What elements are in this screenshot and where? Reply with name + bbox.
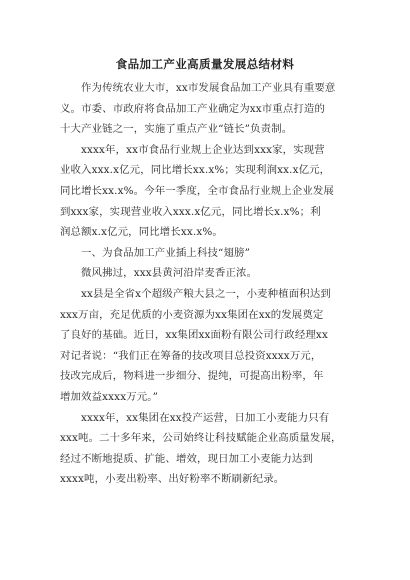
body-line: 到xxx家，实现营业收入xxx.x亿元，同比增长x.x%；利 — [60, 205, 321, 218]
document-title: 食品加工产业高质量发展总结材料 — [115, 57, 295, 71]
body-line: xxxx年，xx集团在xx投产运营，日加工小麦能力只有 — [81, 411, 330, 424]
body-line: xxxx年，xx市食品行业规上企业达到xxx家，实现营 — [81, 143, 325, 156]
body-line: xx县是全省x个超级产粮大县之一，小麦种植面积达到 — [81, 287, 331, 300]
body-line: xxx万亩，充足优质的小麦资源为xx集团在xx的发展奠定 — [60, 308, 324, 321]
body-line: 同比增长xx.x%。今年一季度，全市食品行业规上企业发展 — [60, 184, 334, 197]
body-line: 润总额x.x亿元，同比增长xx.x%。 — [60, 226, 223, 239]
body-line: 经过不断地提质、扩能、增效，现日加工小麦能力达到 — [60, 452, 313, 465]
body-line: 技改完成后，物料进一步细分、提纯，可提高出粉率，年 — [60, 370, 324, 383]
body-line: 业收入xxx.x亿元，同比增长xx.x%；实现利润xx.x亿元， — [60, 164, 331, 177]
body-line: xxx吨。二十多年来，公司始终让科技赋能企业高质量发展， — [60, 432, 342, 445]
body-line: 了良好的基础。近日，xx集团xx面粉有限公司行政经理xx — [60, 329, 328, 342]
body-line: 一、为食品加工产业插上科技“翅膀” — [81, 246, 251, 259]
body-line: 增加效益xxxx万元。” — [60, 390, 159, 403]
body-line: xxxx吨，小麦出粉率、出好粉率不断刷新纪录。 — [60, 473, 285, 486]
body-line: 微风拂过，xxx县黄河沿岸麦香正浓。 — [81, 267, 258, 280]
body-line: 作为传统农业大市，xx市发展食品加工产业具有重要意 — [81, 82, 336, 94]
body-line: 十大产业链之一，实施了重点产业“链长”负责制。 — [60, 123, 293, 136]
body-line: 对记者说：“我们正在筹备的技改项目总投资xxxx万元， — [60, 349, 322, 362]
body-line: 义。市委、市政府将食品加工产业确定为xx市重点打造的 — [60, 102, 325, 115]
document-body — [60, 78, 360, 490]
